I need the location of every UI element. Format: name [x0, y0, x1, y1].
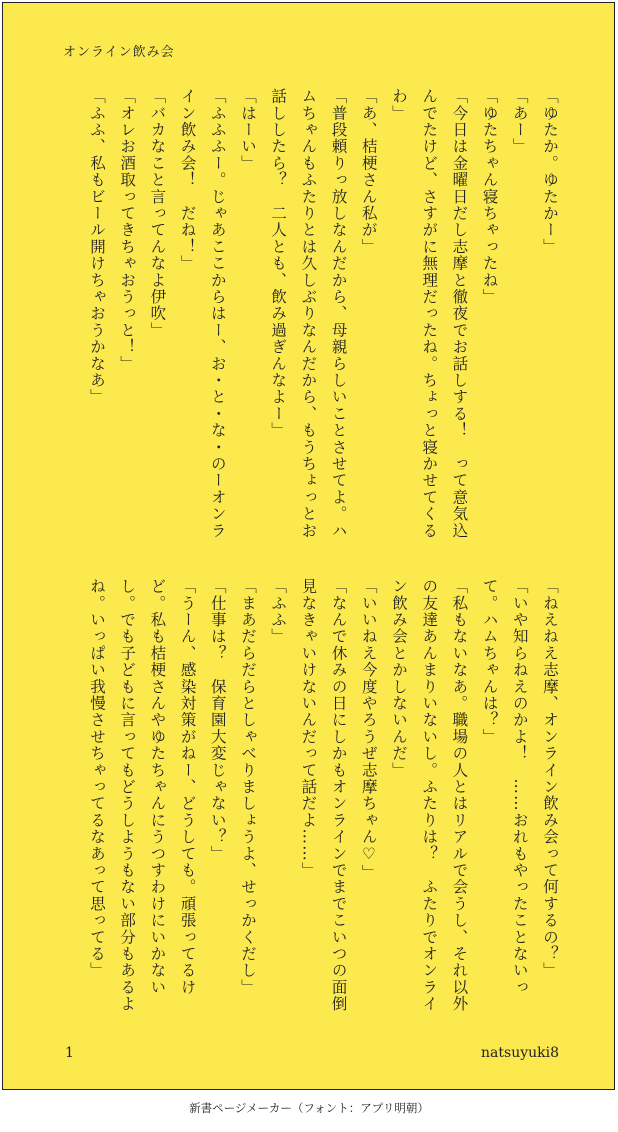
dialogue-line: 「普段頼りっ放しなんだから、母親らしいことさせてよ。ハムちゃんもふたりとは久しぶりなんだから、もうちょっとお話ししたら？ 二人とも、飲み過ぎんなよー」 — [269, 88, 348, 539]
book-page — [2, 2, 615, 1090]
dialogue-line: 「今日は金曜日だし志摩と徹夜でお話しする！ って意気込んでたけど、さすがに無理だったね。ちょっと寝かせてくるわ」 — [389, 88, 469, 539]
dialogue-line: 「ゆたちゃん寝ちゃったね」 — [480, 88, 499, 306]
dialogue-line: 「はーい」 — [238, 88, 257, 172]
page-number: 1 — [65, 1045, 74, 1061]
generator-credit: 新書ページメーカー（フォント：アプリ明朝） — [189, 1101, 429, 1115]
dialogue-line: 「ふふ、私もビール開けちゃおうかなあ」 — [87, 88, 106, 406]
dialogue-line: 「いいねえ今度やろうぜ志摩ちゃん♡」 — [359, 578, 378, 882]
dialogue-line: 「うーん、感染対策がねー、どうしても。頑張ってるけど。私も桔梗さんやゆたちゃんにうつすわけにいかないし。でも子どもに言ってもどうしようもない部分もあるよね。いっぱい我慢させちゃってるなあって思ってる」 — [87, 578, 197, 1013]
dialogue-line: 「ねえねえ志摩、オンライン飲み会って何するの？」 — [541, 578, 559, 979]
dialogue-line: 「いや知らねえのかよ！ ……おれもやったことないって。ハムちゃんは？」 — [480, 578, 529, 996]
dialogue-line: 「仕事は？ 保育園大変じゃない？」 — [208, 578, 227, 862]
dialogue-line: 「ゆたか。ゆたかー」 — [541, 88, 559, 255]
dialogue-line: 「バカなこと言ってんなよ伊吹」 — [148, 88, 167, 339]
lower-text-block — [65, 578, 565, 1018]
dialogue-line: 「ふふふー。じゃあここからはー、お・と・な・のーオンライン飲み会！ だね！」 — [178, 88, 227, 539]
upper-text-block — [65, 88, 565, 548]
dialogue-line: 「オレお酒取ってきちゃおうっと！」 — [118, 88, 137, 372]
dialogue-line: 「私もないなあ。職場の人とはリアルで会うし、それ以外の友達あんまりいないし。ふたりは？ ふたりでオンライン飲み会とかしないんだ」 — [389, 578, 469, 1013]
dialogue-line: 「あ、桔梗さん私が」 — [359, 88, 378, 255]
dialogue-line: 「なんで休みの日にしかもオンラインでまでこいつの面倒見なきゃいけないんだって話だよ……」 — [299, 578, 348, 1013]
chapter-title: オンライン飲み会 — [63, 45, 175, 60]
dialogue-line: 「ふふ」 — [269, 578, 288, 645]
dialogue-line: 「まあだらだらとしゃべりましょうよ、せっかくだし」 — [238, 578, 257, 996]
author-name: natsuyuki8 — [481, 1045, 559, 1061]
dialogue-line: 「あー」 — [510, 88, 529, 155]
